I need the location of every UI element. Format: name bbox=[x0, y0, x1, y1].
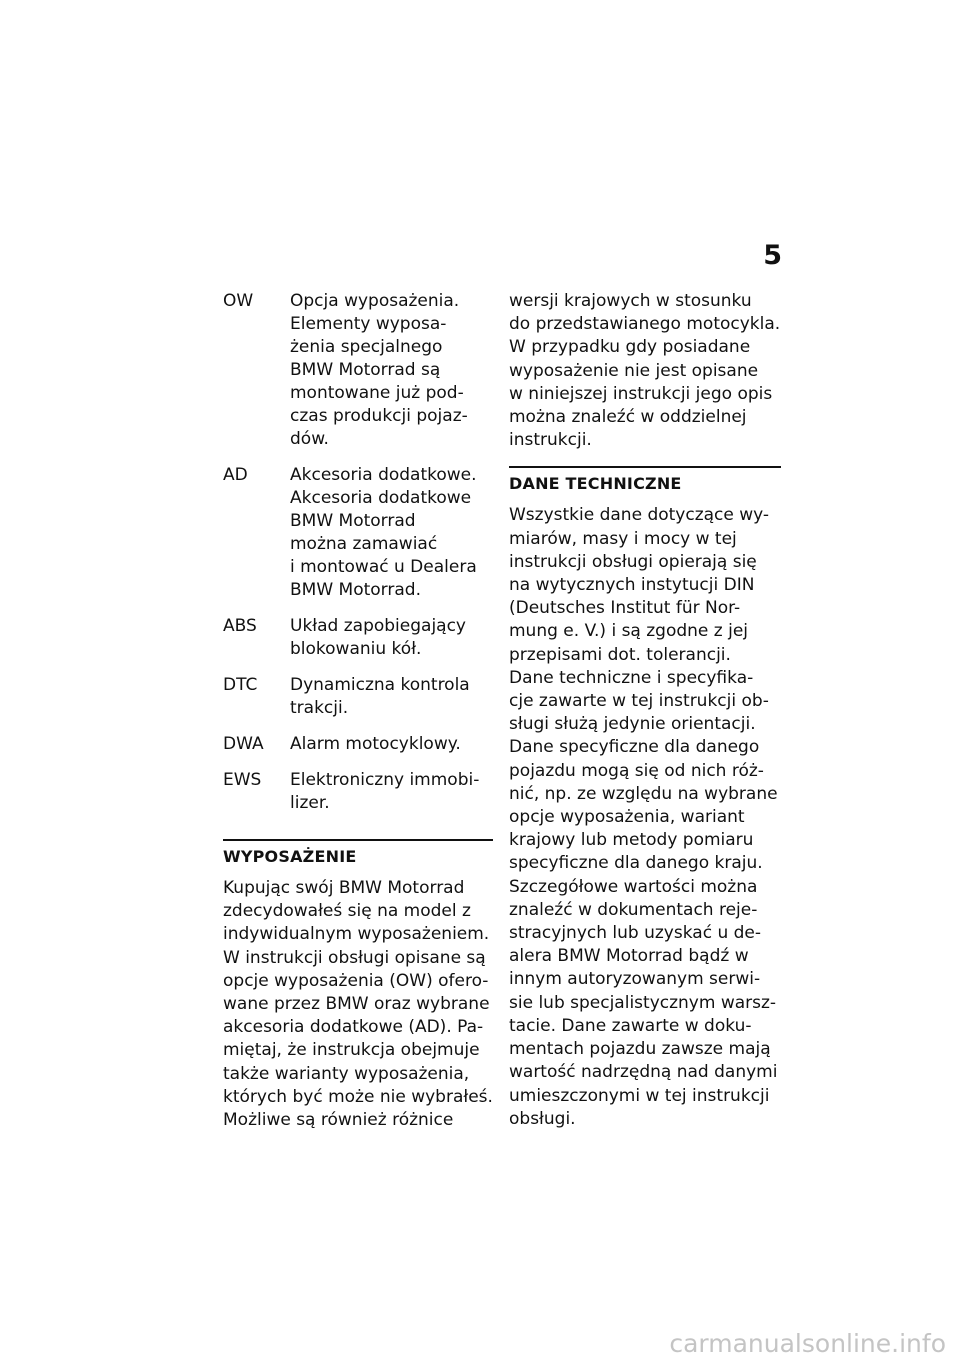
abbreviation-term: EWS bbox=[223, 770, 262, 790]
abbreviation-body: Dynamiczna kontrola trakcji. bbox=[290, 675, 470, 718]
footer-watermark: carmanualsonline.info bbox=[669, 1329, 946, 1358]
section-divider bbox=[509, 466, 781, 468]
section-divider bbox=[223, 839, 493, 841]
abbreviation-term: DWA bbox=[223, 734, 264, 754]
abbreviation-body: Układ zapobiegający blokowaniu kół. bbox=[290, 616, 466, 659]
abbreviation-row-ow bbox=[223, 290, 493, 451]
left-column bbox=[223, 290, 493, 1132]
continuation-paragraph: wersji krajowych w stosunku do przedstawianego motocykla. W przypadku gdy posiadane wyposażenie nie jest opisane w niniejszej instrukcji jego opis można znaleźć w oddzielnej instrukcji. bbox=[509, 291, 781, 451]
abbreviation-term: OW bbox=[223, 291, 254, 311]
abbreviation-row-ad bbox=[223, 464, 493, 602]
abbreviation-list bbox=[223, 290, 493, 815]
right-column bbox=[509, 290, 781, 1131]
abbreviation-term: ABS bbox=[223, 616, 257, 636]
abbreviation-title: Opcja wyposażenia. bbox=[290, 291, 460, 311]
abbreviation-description bbox=[290, 674, 493, 720]
section-heading-wyposazenie: WYPOSAŻENIE bbox=[223, 847, 357, 866]
abbreviation-description bbox=[290, 464, 493, 602]
abbreviation-title: Akcesoria dodatkowe. bbox=[290, 465, 477, 485]
abbreviation-description bbox=[290, 615, 493, 661]
abbreviation-row-ews bbox=[223, 769, 493, 815]
page-number: 5 bbox=[763, 240, 782, 271]
abbreviation-term: AD bbox=[223, 465, 248, 485]
abbreviation-term: DTC bbox=[223, 675, 258, 695]
abbreviation-body: Alarm motocyklowy. bbox=[290, 734, 461, 754]
abbreviation-description bbox=[290, 290, 493, 451]
dane-techniczne-paragraph: Wszystkie dane dotyczące wy- miarów, masy i mocy w tej instrukcji obsługi opierają się na wytycznych instytucji DIN (Deutsches Institut für Nor- mung e. V.) i są zgodne z jej przepisami dot. tolerancji. Dane techniczne i specyfika- cje zawarte w tej instrukcji ob- sługi służą jedynie orientacji. Dane specyficzne dla danego pojazdu mogą się od nich róż- nić, np. ze względu na wybrane opcje wyposażenia, wariant krajowy lub metody pomiaru specyficzne dla danego kraju. Szczegółowe wartości można znaleźć w dokumentach reje- stracyjnych lub uzyskać u de- alera BMW Motorrad bądź w innym autoryzowanym serwi- sie lub specjalistycznym warsz- tacie. Dane zawarte w doku- mentach pojazdu zawsze mają wartość nadrzędną nad danymi umieszczonymi w tej instrukcji obsługi. bbox=[509, 505, 778, 1129]
section-heading-dane-techniczne: DANE TECHNICZNE bbox=[509, 474, 682, 494]
abbreviation-body: Elektroniczny immobi- lizer. bbox=[290, 770, 480, 813]
abbreviation-row-dwa bbox=[223, 733, 493, 756]
abbreviation-body: Akcesoria dodatkowe BMW Motorrad można zamawiać i montować u Dealera BMW Motorrad. bbox=[290, 488, 477, 600]
wyposazenie-paragraph: Kupując swój BMW Motorrad zdecydowałeś się na model z indywidualnym wyposażeniem. W instrukcji obsługi opisane są opcje wyposażenia (OW) ofero- wane przez BMW oraz wybrane akcesoria dodatkowe (AD). Pa- miętaj, że instrukcja obejmuje także warianty wyposażenia, których być może nie wybrałeś. Możliwe są również różnice bbox=[223, 878, 493, 1131]
abbreviation-description bbox=[290, 769, 493, 815]
abbreviation-row-dtc bbox=[223, 674, 493, 720]
abbreviation-body: Elementy wyposa- żenia specjalnego BMW Motorrad są montowane już pod- czas produkcji pojaz- dów. bbox=[290, 314, 468, 449]
abbreviation-description bbox=[290, 733, 493, 756]
abbreviation-row-abs bbox=[223, 615, 493, 661]
